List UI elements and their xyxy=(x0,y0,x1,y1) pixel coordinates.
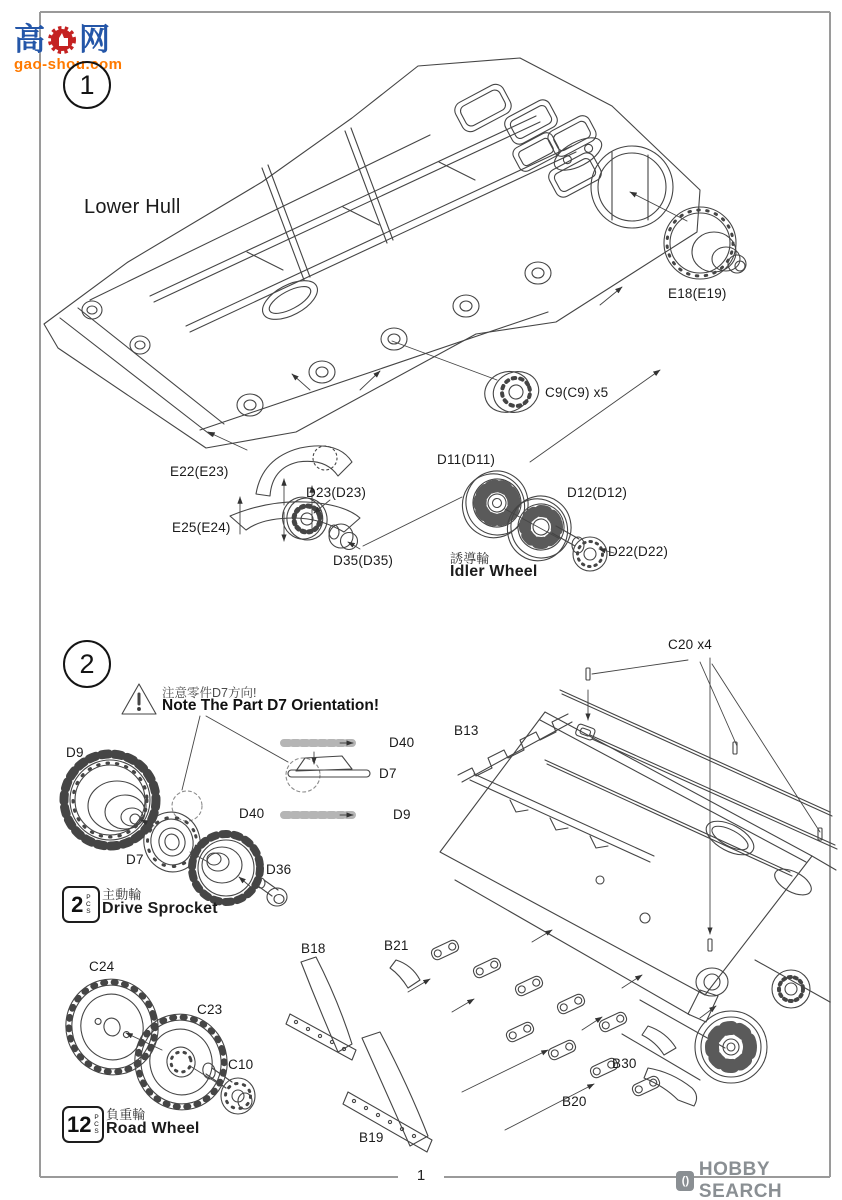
step1-number xyxy=(63,61,111,109)
label-c10: C10 xyxy=(228,1057,254,1072)
label-sideview-d9: D9 xyxy=(393,807,411,822)
drive-sprocket-name-en: Drive Sprocket xyxy=(102,900,218,917)
hobby-search-logo xyxy=(676,1159,842,1200)
drive-sprocket-name-cn: 主動輪 xyxy=(102,887,142,902)
road-wheel-name-cn: 負重輪 xyxy=(106,1107,146,1122)
d7-orientation-side-view xyxy=(182,716,370,815)
label-b21: B21 xyxy=(384,938,409,953)
label-sideview-d40: D40 xyxy=(389,735,415,750)
label-sideview-d7: D7 xyxy=(379,766,397,781)
label-c24: C24 xyxy=(89,959,115,974)
watermark-char-right: 网 xyxy=(79,22,110,57)
road-wheel-qty-box xyxy=(62,1106,104,1143)
label-d23: D23(D23) xyxy=(306,485,367,500)
warning-triangle-icon xyxy=(122,684,156,714)
part-e18-drawing xyxy=(630,192,746,279)
label-d40: D40 xyxy=(239,806,265,821)
watermark-char-left: 高 xyxy=(14,22,45,57)
step1-number-text: 1 xyxy=(79,69,95,100)
label-b30: B30 xyxy=(612,1056,637,1071)
label-e22: E22(E23) xyxy=(170,464,229,479)
warning-text-cn: 注意零件D7方向! xyxy=(162,686,257,700)
assembled-wheels xyxy=(622,960,830,1083)
label-b13: B13 xyxy=(454,723,479,738)
drive-sprocket-qty-unit: PCS xyxy=(84,894,92,915)
label-d11: D11(D11) xyxy=(437,452,496,467)
road-wheel-qty-unit: PCS xyxy=(92,1114,100,1135)
road-wheel-qty: 12 xyxy=(67,1111,92,1137)
page-border xyxy=(40,12,830,1177)
label-c20: C20 x4 xyxy=(668,637,712,652)
label-b18: B18 xyxy=(301,941,326,956)
hobby-search-text: HOBBY SEARCH xyxy=(698,1159,783,1200)
idler-wheel-name-en: Idler Wheel xyxy=(450,563,538,580)
label-d22: D22(D22) xyxy=(608,544,669,559)
drive-sprocket-qty: 2 xyxy=(71,891,84,917)
step2-number-text: 2 xyxy=(79,648,95,679)
road-wheel-name-en: Road Wheel xyxy=(106,1120,200,1137)
final-drive-opening xyxy=(591,146,673,228)
label-d7: D7 xyxy=(126,852,144,867)
idler-assembly-drawing xyxy=(208,370,660,571)
label-d12: D12(D12) xyxy=(567,485,628,500)
label-e18: E18(E19) xyxy=(668,286,727,301)
part-b18-plate xyxy=(286,957,356,1060)
label-e25: E25(E24) xyxy=(172,520,231,535)
swing-arms xyxy=(430,939,661,1098)
watermark-logo xyxy=(14,24,194,73)
label-b19: B19 xyxy=(359,1130,384,1145)
hobby-search-icon: ( ) xyxy=(676,1171,694,1191)
warning-text-en: Note The Part D7 Orientation! xyxy=(162,697,380,714)
label-d35: D35(D35) xyxy=(333,553,394,568)
label-b20: B20 xyxy=(562,1094,587,1109)
label-c23: C23 xyxy=(197,1002,223,1017)
hull-hatches xyxy=(452,81,604,200)
label-c9: C9(C9) x5 xyxy=(545,385,609,400)
watermark-url: gao-shou.com xyxy=(14,56,123,73)
idler-wheel-name-cn: 誘導輪 xyxy=(450,551,490,566)
page-number: 1 xyxy=(416,1167,426,1184)
drive-sprocket-assembly-drawing xyxy=(64,754,287,906)
step2-hull-drawing xyxy=(286,658,837,1152)
label-d36: D36 xyxy=(266,862,292,877)
thumb-gear-icon xyxy=(47,25,77,55)
c20-pins xyxy=(586,668,822,951)
part-c9-drawing xyxy=(392,341,544,421)
lower-hull-title: Lower Hull xyxy=(84,196,181,218)
drive-sprocket-qty-box xyxy=(62,886,100,923)
road-wheel-assembly-drawing xyxy=(55,969,255,1121)
label-d9: D9 xyxy=(66,745,84,760)
step2-number xyxy=(63,640,111,688)
